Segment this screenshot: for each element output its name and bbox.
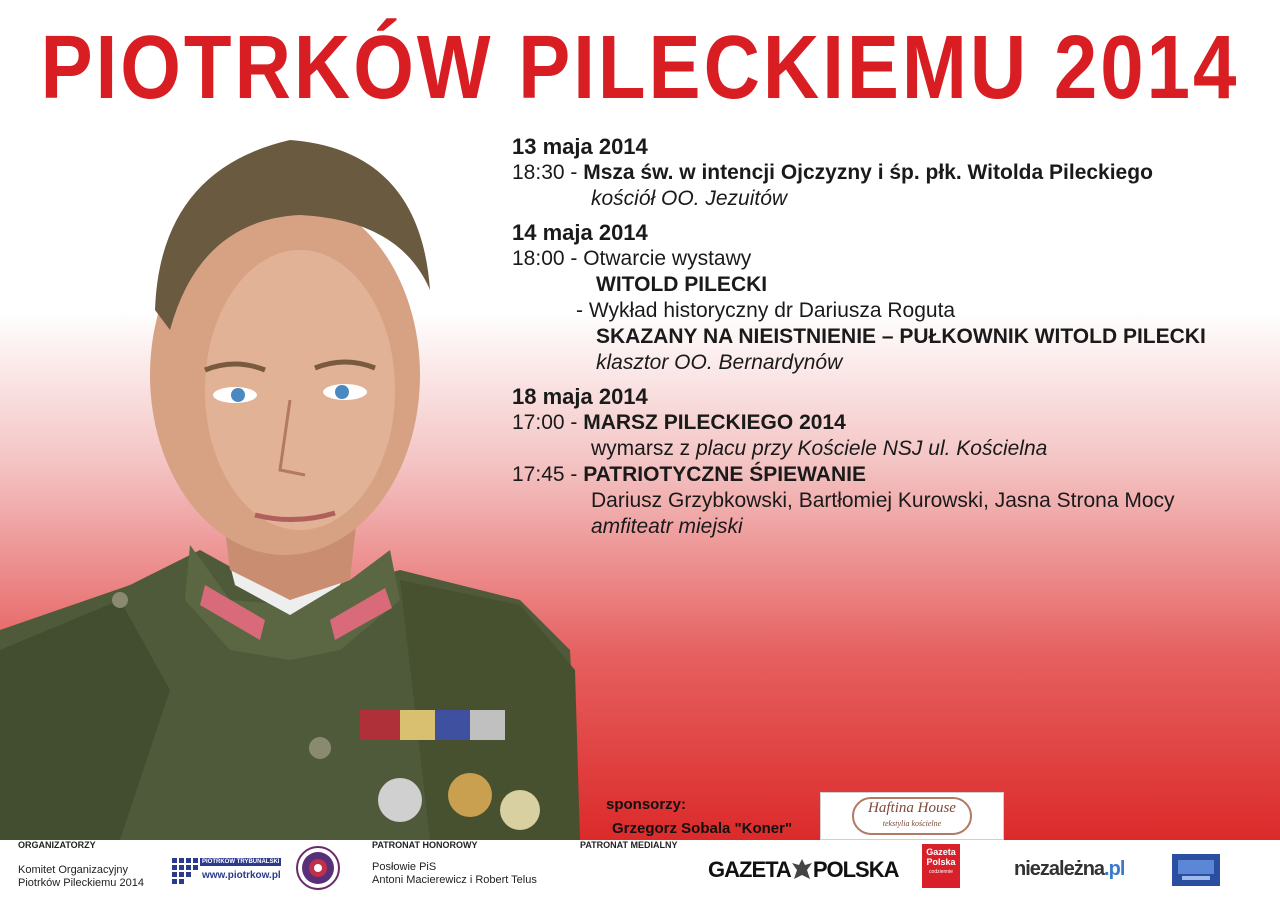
march-start: [512, 436, 1272, 462]
event-march: MARSZ PILECKIEGO 2014: [583, 411, 846, 434]
round-emblem-icon: [296, 846, 340, 890]
event-mass: Msza św. w intencji Ojczyzny i śp. płk. Witolda Pileckiego: [583, 161, 1153, 184]
date-13-may: 13 maja 2014: [512, 134, 648, 159]
time: 17:00 -: [512, 411, 584, 434]
organizers-line1: Komitet Organizacyjny: [18, 864, 129, 876]
media-patron-label: PATRONAT MEDIALNY: [580, 840, 678, 850]
singing-line: [512, 462, 1272, 488]
haftina-logo-badge: [852, 797, 972, 835]
organizers-text: [18, 864, 144, 890]
lecture-title: SKAZANY NA NIEISTNIENIE – PUŁKOWNIK WITOLD PILECKI: [596, 325, 1206, 348]
haftina-house-logo: [820, 792, 1004, 840]
piotrkow-grid-icon: [170, 856, 200, 886]
date-18-may: 18 maja 2014: [512, 384, 648, 409]
niezalezna-logo: [1014, 858, 1124, 881]
event-singing: PATRIOTYCZNE ŚPIEWANIE: [583, 463, 866, 486]
honorary-line1: Posłowie PiS: [372, 861, 437, 873]
place-amphitheatre: amfiteatr miejski: [591, 515, 743, 538]
haftina-logo-name: Haftina House: [868, 800, 956, 816]
small-media-logo-icon: [1172, 854, 1220, 886]
place-jesuit-church: kościół OO. Jezuitów: [591, 187, 788, 210]
event-schedule: [512, 134, 1272, 540]
poster-title: PIOTRKÓW PILECKIEMU 2014: [40, 16, 1240, 118]
niezalezna-name: niezależna: [1014, 858, 1105, 880]
march-line: [512, 410, 1272, 436]
piotrkow-logo-top: PIOTRKÓW TRYBUNALSKI: [202, 859, 280, 865]
portrait-image: [0, 130, 580, 840]
lecture-line: - Wykład historyczny dr Dariusza Roguta: [576, 299, 956, 322]
eagle-icon: [791, 857, 813, 883]
gazeta-polska-logo: [708, 856, 899, 884]
time: 17:45 -: [512, 463, 584, 486]
time: 18:30 -: [512, 161, 584, 184]
sponsor-name: Grzegorz Sobala "Koner": [612, 820, 793, 837]
performers: Dariusz Grzybkowski, Bartłomiej Kurowski, Jasna Strona Mocy: [591, 489, 1175, 512]
date-14-may: 14 maja 2014: [512, 220, 648, 245]
place-bernardine-monastery: klasztor OO. Bernardynów: [596, 351, 843, 374]
honorary-line2: Antoni Macierewicz i Robert Telus: [372, 874, 537, 886]
exhibition-line: 18:00 - Otwarcie wystawy: [512, 247, 752, 270]
piotrkow-logo: [170, 856, 281, 886]
sponsors-label: sponsorzy:: [606, 796, 687, 813]
organizers-label: ORGANIZATORZY: [18, 840, 96, 850]
gazeta-logo-right: POLSKA: [812, 857, 899, 882]
honorary-patron-label: PATRONAT HONOROWY: [372, 840, 478, 850]
gp-daily-line2: Polska: [926, 857, 956, 867]
haftina-logo-sub: tekstylia kościelne: [882, 819, 942, 828]
footer: [0, 840, 1280, 904]
march-start-prefix: wymarsz z: [591, 437, 696, 460]
exhibition-title: WITOLD PILECKI: [596, 273, 768, 296]
organizers-line2: Piotrków Pileckiemu 2014: [18, 877, 144, 889]
march-start-place: placu przy Kościele NSJ ul. Kościelna: [696, 437, 1048, 460]
gp-daily-line3: codziennie: [929, 869, 953, 875]
gazeta-polska-daily-logo: [922, 844, 960, 888]
schedule-line: [512, 160, 1272, 186]
gp-daily-line1: Gazeta: [926, 847, 956, 857]
niezalezna-tld: .pl: [1104, 858, 1125, 880]
honorary-patron-text: [372, 861, 537, 887]
gazeta-logo-left: GAZETA: [708, 857, 791, 882]
piotrkow-logo-url: www.piotrkow.pl: [202, 870, 281, 881]
